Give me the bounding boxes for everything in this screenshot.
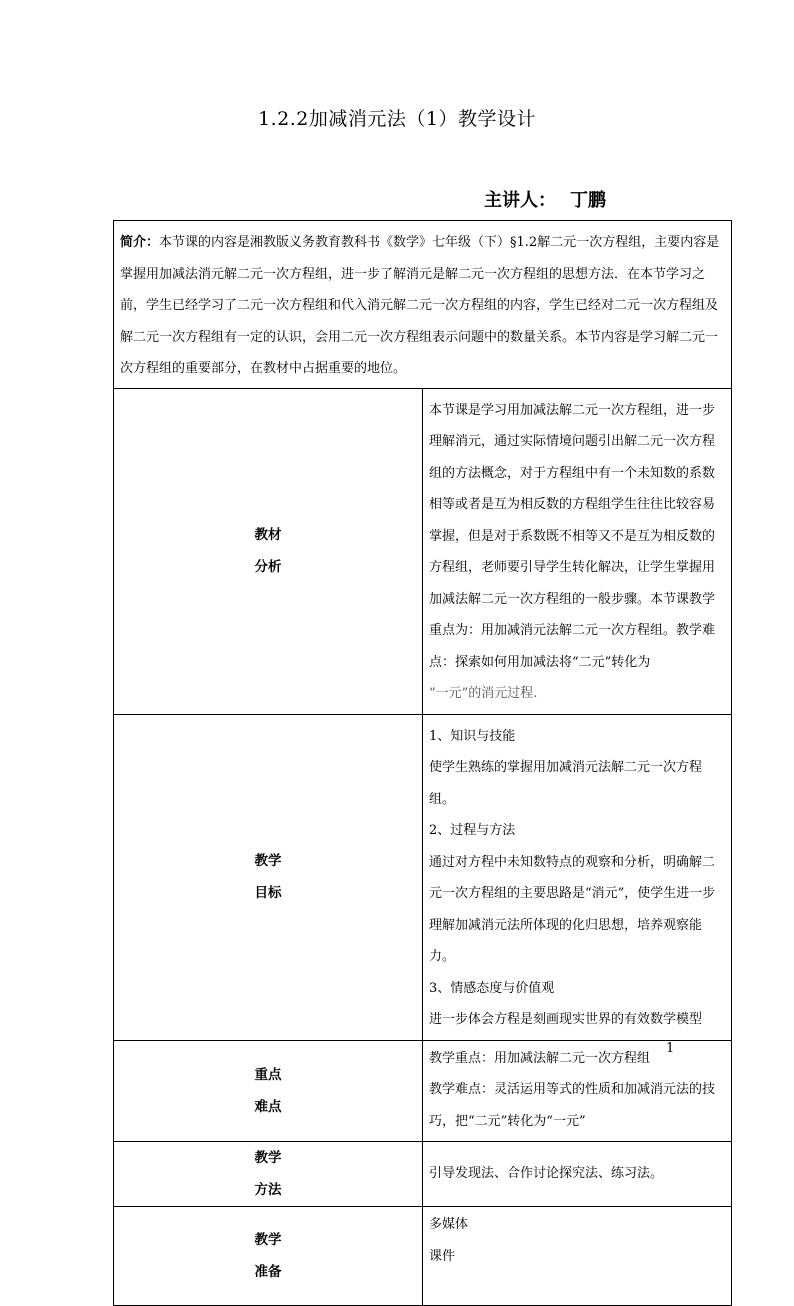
intro-text: 本节课的内容是湘教版义务教育教科书《数学》七年级（下）§1.2解二元一次方程组，主要内容是掌握用加减法消元解二元一次方程组，进一步了解消元是解二元一次方程组的思想方法．在本节学习之前，学生已经学习了二元一次方程组和代入消元解二元一次方程组的内容，学生已经对二元一次方程组及解二元一次方程组有一定的认识，会用二元一次方程组表示问题中的数量关系。本节内容是学习解二元一次方程组的重要部分，在教材中占据重要的地位。	[120, 235, 720, 376]
analysis-label: 教材 分析	[114, 388, 423, 714]
methods-text: 引导发现法、合作讨论探究法、练习法。	[429, 1166, 664, 1182]
preparation-cell	[423, 1207, 731, 1276]
document-title: 1.2.2加减消元法（1）教学设计	[258, 108, 536, 130]
preparation-row	[114, 1207, 732, 1306]
intro-label: 简介：	[120, 235, 160, 250]
goals-label: 教学 目标	[114, 714, 423, 1040]
keypoints-label: 重点 难点	[114, 1040, 423, 1142]
page-number: 1	[666, 1041, 675, 1056]
preparation-item-1: 多媒体	[429, 1217, 469, 1232]
intro-cell	[114, 221, 731, 388]
methods-row	[114, 1142, 732, 1207]
goal-heading-3: 3、情感态度与价值观	[429, 980, 555, 996]
goal-text-3: 进一步体会方程是刻画现实世界的有效数学模型	[429, 1012, 703, 1027]
keypoint-difficulty: 教学难点：灵活运用等式的性质和加减消元法的技巧，把“二元”转化为“一元”	[429, 1082, 716, 1129]
methods-label: 教学 方法	[114, 1142, 423, 1207]
keypoint-focus: 教学重点：用加减法解二元一次方程组	[429, 1050, 651, 1066]
presenter-label: 主讲人：	[484, 190, 556, 211]
preparation-label: 教学 准备	[114, 1207, 423, 1306]
goal-heading-2: 2、过程与方法	[429, 823, 516, 838]
goal-text-2: 通过对方程中未知数特点的观察和分析，明确解二元一次方程组的主要思路是“消元”，使学生进一步理解加减消元法所体现的化归思想，培养观察能力。	[429, 854, 716, 964]
intro-row	[114, 221, 732, 389]
goals-row	[114, 714, 732, 1040]
keypoints-row	[114, 1040, 732, 1142]
analysis-cell	[423, 389, 731, 714]
analysis-row	[114, 388, 732, 714]
analysis-tail: “一元”的消元过程.	[429, 686, 538, 701]
keypoints-cell	[423, 1041, 731, 1142]
presenter-name: 丁鹏	[570, 190, 606, 211]
goal-text-1: 使学生熟练的掌握用加减消元法解二元一次方程组。	[429, 760, 703, 807]
presenter	[484, 186, 606, 212]
goals-cell	[423, 715, 731, 1040]
analysis-text: 本节课是学习用加减法解二元一次方程组，进一步理解消元，通过实际情境问题引出解二元一次方程组的方法概念，对于方程组中有一个未知数的系数相等或者是互为相反数的方程组学生往往比较容易掌握，但是对于系数既不相等又不是互为相反数的方程组，老师要引导学生转化解决，让学生掌握用加减法解二元一次方程组的一般步骤。本节课教学重点为：用加减消元法解二元一次方程组。教学难点：探索如何用加减法将“二元”转化为	[429, 402, 716, 670]
goal-heading-1: 1、知识与技能	[429, 728, 516, 744]
preparation-item-2: 课件	[429, 1248, 456, 1264]
lesson-plan-table	[113, 220, 732, 1306]
